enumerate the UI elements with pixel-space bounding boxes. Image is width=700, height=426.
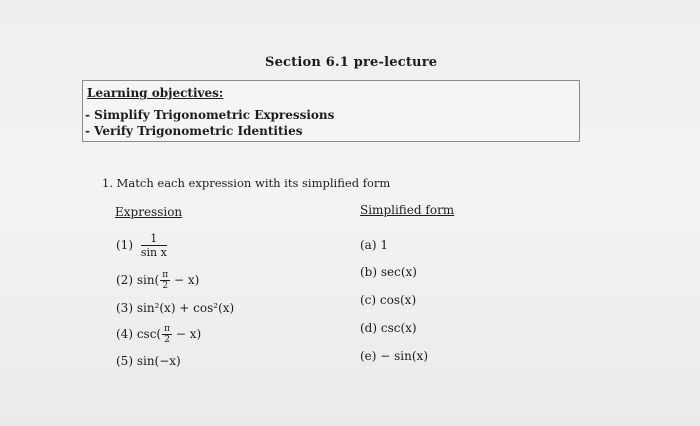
expression-3 [116,301,234,315]
fraction-denominator: 2 [164,335,170,345]
expression-1 [116,232,167,259]
answer-b: (b) sec(x) [360,265,417,279]
expression-column-header: Expression [115,205,183,219]
objective-item: - Simplify Trigonometric Expressions [85,108,335,122]
expression-label: (2) [116,273,133,287]
expression-text: sin²(x) + cos²(x) [136,301,235,315]
expression-tail: − x) [170,273,200,287]
expression-text: sin(−x) [136,354,181,368]
expression-function: sin( [136,273,160,287]
answer-c: (c) cos(x) [360,293,417,307]
objective-item: - Verify Trigonometric Identities [85,124,303,138]
simplified-column-header: Simplified form [360,203,455,217]
answer-a: (a) 1 [360,238,388,252]
expression-label: (5) [116,354,133,368]
objectives-heading: Learning objectives: [87,86,224,100]
expression-tail: − x) [172,327,202,341]
fraction-numerator: 1 [141,232,167,246]
question-prompt: 1. Match each expression with its simplified form [102,176,391,190]
answer-e: (e) − sin(x) [360,349,429,363]
expression-label: (1) [116,238,133,252]
expression-function: csc( [136,327,162,341]
fraction [141,232,167,259]
expression-2 [116,270,199,291]
expression-5 [116,354,181,368]
fraction-numerator: π [164,324,171,334]
answer-d: (d) csc(x) [360,321,417,335]
expression-label: (3) [116,301,133,315]
section-title: Section 6.1 pre-lecture [265,55,438,70]
fraction [162,324,172,345]
fraction-numerator: π [162,270,169,280]
expression-label: (4) [116,327,133,341]
learning-objectives-box [82,80,580,142]
expression-4 [116,324,201,345]
fraction [160,270,170,291]
fraction-denominator: sin x [140,246,167,259]
fraction-denominator: 2 [162,281,169,291]
